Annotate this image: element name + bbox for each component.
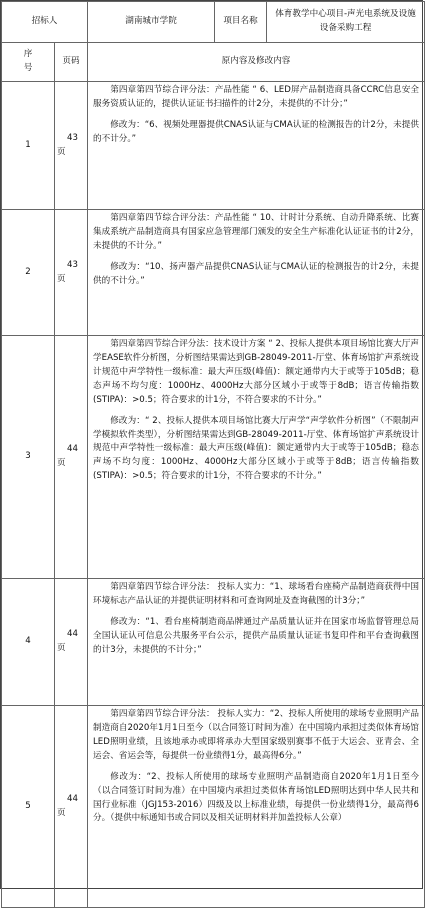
table-row [2, 706, 425, 908]
table-row [2, 336, 425, 579]
row-content [88, 210, 425, 336]
bidder-value: 湖南城市学院 [88, 2, 215, 43]
modified-text: 修改为：“6、视频处理器提供CNAS认证与CMA认证的检测报告的计2分，未提供的不计分。” [93, 119, 420, 144]
content-header: 原内容及修改内容 [88, 43, 425, 82]
table-row [2, 210, 425, 336]
row-content [88, 82, 425, 210]
row-content [88, 579, 425, 706]
row-seq: 2 [2, 210, 55, 336]
modified-text: 修改为：“1、看台座椅制造商品牌通过产品质量认证并在国家市场监督管理总局全国认证认可信息公共服务平台公示，提供产品质量认证证书复印件和平台查询截图的计3分，未提供的不计分；” [93, 616, 420, 655]
row-seq: 1 [2, 82, 55, 210]
original-text: 第四章第四节综合评分法：产品性能 “ 10、计时计分系统、自动升降系统、比赛集成系统产品制造商具有国家应急管理部门颁发的安全生产标准化认证证书的计2分，未提供的不计分。” [93, 213, 420, 251]
column-header-row [2, 43, 425, 82]
row-seq: 4 [2, 579, 55, 706]
page-header: 页码 [55, 43, 88, 82]
row-page: 44 页 [55, 579, 88, 706]
header-row [2, 2, 425, 43]
original-text: 第四章第四节综合评分法： 投标人实力：“2、投标人所使用的球场专业照明产品制造商自2020年1月1日至今（以合同签订时间为准）在中国境内承担过类似体育场馆LED照明业绩，且该地承办或即将承办大型国家级别赛事不低于大运会、亚青会、全运会、省运会等，每提供一份业绩得1分，最高得6分。” [93, 709, 420, 761]
row-content [88, 336, 425, 579]
amendment-table [1, 1, 425, 908]
original-text: 第四章第四节综合评分法：技术设计方案 “ 2、投标人提供本项目场馆比赛大厅声学EASE软件分析图，分析图结果需达到GB-28049-2011-厅堂、体育场馆扩声系统设计规范中声学特性一级标准：最大声压级(峰值)：额定通带内大于或等于105dB；稳态声场不均匀度：1000Hz、4000Hz大部分区域小于或等于8dB；语言传输指数(STIPA)：>0.5；符合要求的计1分，不符合要求的不计分。” [93, 339, 420, 405]
row-seq: 3 [2, 336, 55, 579]
modified-text: 修改为：“ 2、投标人提供本项目场馆比赛大厅声学“声学软件分析图”（不限制声学模拟软件类型），分析图结果需达到GB-28049-2011-厅堂、体育场馆扩声系统设计规范中声学特性一级标准：最大声压级(峰值)：额定通带内大于或等于105dB；稳态声场不均匀度：1000Hz、4000Hz大部分区域小于或等于8dB；语言传输指数(STIPA)：>0.5；符合要求的计1分，不符合要求的不计分。” [93, 415, 420, 482]
original-text: 第四章第四节综合评分法： 投标人实力：“1、球场看台座椅产品制造商获得中国环境标志产品认证的并提供证明材料和可查询网址及查询截图的计3分；” [93, 582, 420, 606]
bidder-label: 招标人 [2, 2, 88, 43]
modified-text: 修改为：“2、投标人所使用的球场专业照明产品制造商自2020年1月1日至今（以合同签订时间为准）在中国境内承担过类似体育场馆LED照明达到中华人民共和国行业标准（JGJ153-2016）四级及以上标准业绩，每提供一份业绩得1分，最高得6分。（提供中标通知书或合同以及相关证明材料并加盖投标人公章） [93, 771, 420, 824]
row-page: 43 页 [55, 82, 88, 210]
row-page: 43 页 [55, 210, 88, 336]
seq-header: 序号 [2, 43, 55, 82]
table-row [2, 82, 425, 210]
modified-text: 修改为：“10、扬声器产品提供CNAS认证与CMA认证的检测报告的计2分，未提供的不计分。” [93, 261, 420, 286]
project-label: 项目名称 [215, 2, 267, 43]
row-seq: 5 [2, 706, 55, 908]
project-value: 体育教学中心项目-声光电系统及设施设备采购工程 [267, 2, 425, 43]
table-row [2, 579, 425, 706]
row-page: 44 页 [55, 336, 88, 579]
row-content [88, 706, 425, 908]
original-text: 第四章第四节综合评分法：产品性能 “ 6、LED屏产品制造商具备CCRC信息安全服务资质认证的，提供认证证书扫描件的计2分，未提供的不计分；” [93, 85, 420, 109]
row-page: 44 页 [55, 706, 88, 908]
